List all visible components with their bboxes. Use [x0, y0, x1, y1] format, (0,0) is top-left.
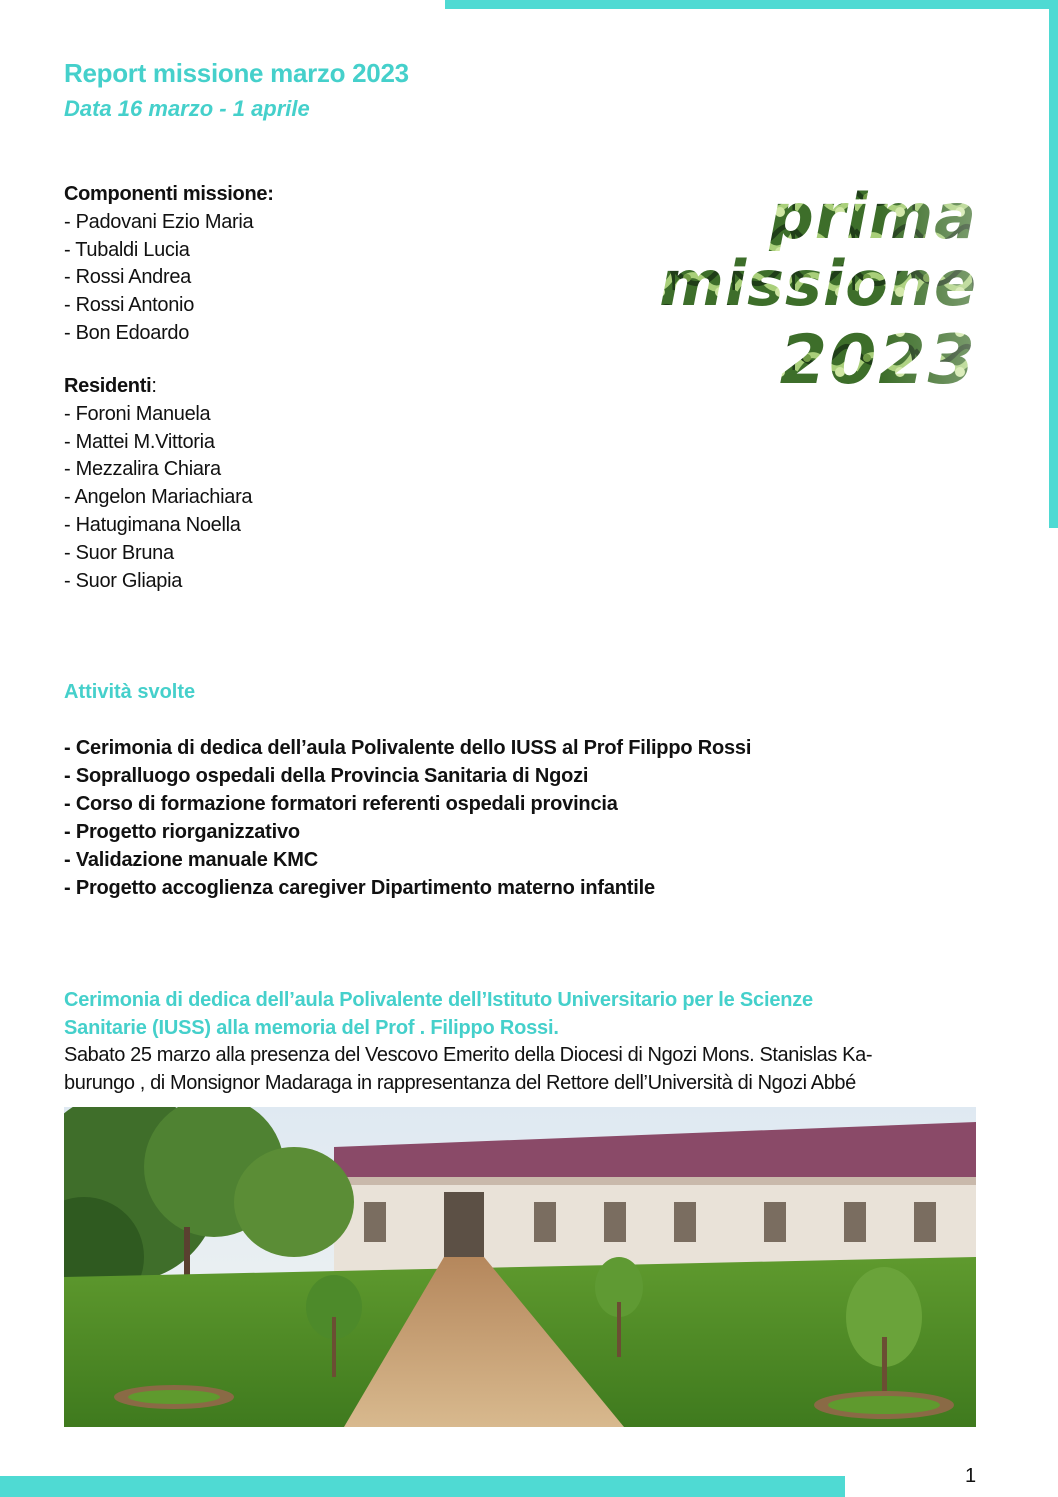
list-item: - Rossi Antonio: [64, 294, 195, 317]
bottom-accent-bar: [0, 1476, 845, 1497]
photo-buildings: [334, 1122, 976, 1272]
componenti-section: [64, 181, 274, 348]
campus-garden-photo: [64, 1107, 976, 1427]
cerimonia-heading-line2: Sanitarie (IUSS) alla memoria del Prof . Filippo Rossi.: [64, 1017, 559, 1039]
residenti-list: [64, 401, 252, 596]
list-item: - Padovani Ezio Maria: [64, 210, 254, 233]
componenti-heading: Componenti missione:: [64, 183, 274, 205]
list-item: - Progetto riorganizzativo: [64, 821, 300, 843]
report-dates: Data 16 marzo - 1 aprile: [64, 96, 310, 121]
attivita-list: [64, 734, 751, 902]
list-item: - Suor Gliapia: [64, 569, 183, 592]
attivita-section: [64, 734, 751, 902]
list-item: - Validazione manuale KMC: [64, 849, 318, 871]
residenti-heading: Residenti: [64, 375, 152, 397]
prima-missione-logo: [615, 180, 985, 395]
residenti-heading-row: [64, 373, 252, 401]
top-accent-bar: [445, 0, 1058, 9]
list-item: - Progetto accoglienza caregiver Dipartimento materno infantile: [64, 877, 655, 899]
cerimonia-paragraph: [64, 1042, 964, 1097]
list-item: - Foroni Manuela: [64, 402, 211, 425]
residenti-section: [64, 373, 252, 595]
list-item: - Corso di formazione formatori referenti ospedali provincia: [64, 793, 618, 815]
list-item: - Hatugimana Noella: [64, 513, 241, 536]
componenti-list: [64, 209, 274, 348]
list-item: - Cerimonia di dedica dell’aula Polivalente dello IUSS al Prof Filippo Rossi: [64, 737, 752, 759]
cerimonia-heading-line1: Cerimonia di dedica dell’aula Polivalente dell’Istituto Universitario per le Scienze: [64, 989, 813, 1011]
cerimonia-heading: [64, 986, 964, 1042]
page-number: 1: [965, 1465, 977, 1487]
report-title: Report missione marzo 2023: [64, 58, 409, 88]
residenti-heading-colon: :: [151, 375, 157, 397]
list-item: - Rossi Andrea: [64, 266, 191, 289]
list-item: - Suor Bruna: [64, 541, 174, 564]
list-item: - Mezzalira Chiara: [64, 458, 221, 481]
list-item: - Angelon Mariachiara: [64, 486, 253, 509]
list-item: - Mattei M.Vittoria: [64, 430, 215, 453]
list-item: - Sopralluogo ospedali della Provincia Sanitaria di Ngozi: [64, 765, 589, 787]
logo-fade-overlay: [615, 180, 985, 395]
cerimonia-text-line2: burungo , di Monsignor Madaraga in rappresentanza del Rettore dell’Università di Ngozi Abbé: [64, 1071, 856, 1094]
list-item: - Tubaldi Lucia: [64, 238, 190, 261]
list-item: - Bon Edoardo: [64, 321, 190, 344]
cerimonia-text-line1: Sabato 25 marzo alla presenza del Vescovo Emerito della Diocesi di Ngozi Mons. Stanislas Ka-: [64, 1044, 873, 1066]
attivita-heading: Attività svolte: [64, 681, 196, 703]
right-accent-bar: [1049, 0, 1058, 528]
